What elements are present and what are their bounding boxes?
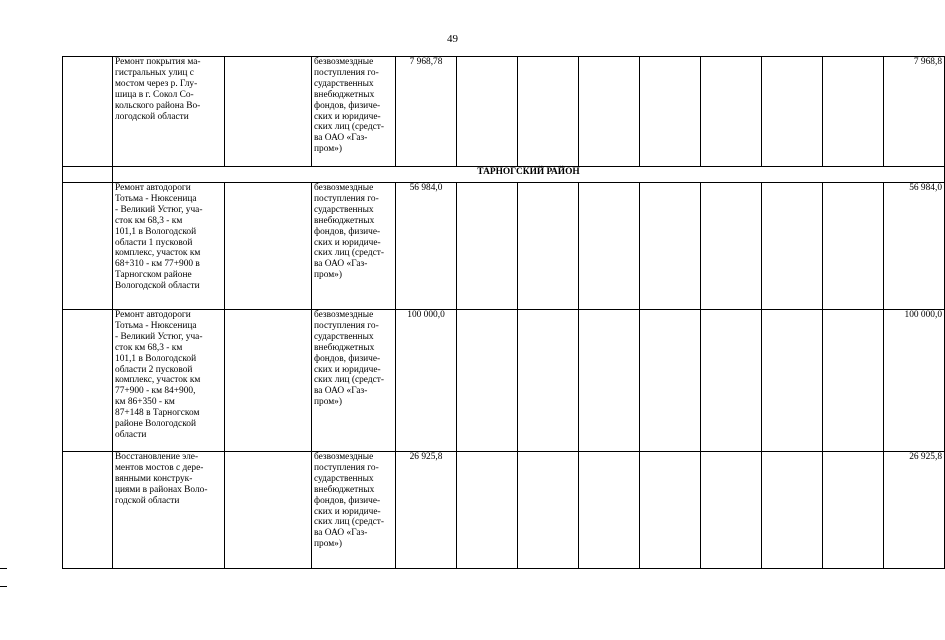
empty-cell bbox=[457, 57, 518, 167]
empty-cell bbox=[640, 452, 701, 569]
number-cell bbox=[63, 167, 113, 183]
total-cell: 56 984,0 bbox=[884, 183, 945, 310]
empty-cell bbox=[762, 57, 823, 167]
total-cell: 100 000,0 bbox=[884, 310, 945, 452]
region-heading-row bbox=[63, 167, 945, 183]
table-row bbox=[63, 452, 945, 569]
empty-cell bbox=[518, 310, 579, 452]
empty-cell bbox=[457, 310, 518, 452]
empty-cell bbox=[640, 57, 701, 167]
empty-cell bbox=[762, 310, 823, 452]
empty-cell bbox=[518, 183, 579, 310]
table-row bbox=[63, 183, 945, 310]
empty-cell bbox=[823, 452, 884, 569]
funding-source-cell: безвозмездные поступления го- сударственных внебюджетных фондов, физиче- ских и юридиче- ских лиц (средст- ва ОАО «Газ- пром») bbox=[312, 183, 396, 310]
amount-cell: 7 968,78 bbox=[396, 57, 457, 167]
empty-cell bbox=[701, 183, 762, 310]
number-cell bbox=[63, 452, 113, 569]
number-cell bbox=[63, 310, 113, 452]
empty-cell bbox=[579, 183, 640, 310]
empty-cell bbox=[518, 57, 579, 167]
empty-cell bbox=[579, 452, 640, 569]
amount-cell: 56 984,0 bbox=[396, 183, 457, 310]
page-number: 49 bbox=[447, 33, 458, 45]
empty-cell bbox=[823, 310, 884, 452]
empty-cell bbox=[579, 57, 640, 167]
margin-tick bbox=[0, 568, 7, 569]
amount-cell: 26 925,8 bbox=[396, 452, 457, 569]
total-cell: 7 968,8 bbox=[884, 57, 945, 167]
empty-cell bbox=[701, 310, 762, 452]
empty-cell bbox=[457, 183, 518, 310]
empty-cell bbox=[762, 183, 823, 310]
empty-cell bbox=[225, 183, 312, 310]
empty-cell bbox=[823, 183, 884, 310]
margin-tick bbox=[0, 586, 7, 587]
amount-cell: 100 000,0 bbox=[396, 310, 457, 452]
empty-cell bbox=[225, 310, 312, 452]
object-name-cell: Ремонт покрытия ма- гистральных улиц с мостом через р. Глу- шица в г. Сокол Со- кольского района Во- логодской области bbox=[113, 57, 225, 167]
empty-cell bbox=[701, 57, 762, 167]
empty-cell bbox=[701, 452, 762, 569]
number-cell bbox=[63, 183, 113, 310]
empty-cell bbox=[225, 57, 312, 167]
object-name-cell: Ремонт автодороги Тотьма - Нюксеница - Великий Устюг, уча- сток км 68,3 - км 101,1 в Вологодской области 2 пусковой комплекс, участок км 77+900 - км 84+900, км 86+350 - км 87+148 в Тарногском районе Вологодской области bbox=[113, 310, 225, 452]
empty-cell bbox=[823, 57, 884, 167]
empty-cell bbox=[457, 452, 518, 569]
object-name-cell: Восстановление эле- ментов мостов с дере- вянными конструк- циями в районах Воло- годской области bbox=[113, 452, 225, 569]
empty-cell bbox=[225, 452, 312, 569]
table-row bbox=[63, 57, 945, 167]
budget-table bbox=[62, 56, 945, 569]
funding-source-cell: безвозмездные поступления го- сударственных внебюджетных фондов, физиче- ских и юридиче- ских лиц (средст- ва ОАО «Газ- пром») bbox=[312, 310, 396, 452]
object-name-cell: Ремонт автодороги Тотьма - Нюксеница - Великий Устюг, уча- сток км 68,3 - км 101,1 в Вологодской области 1 пусковой комплекс, участок км 68+310 - км 77+900 в Тарногском районе Вологодской области bbox=[113, 183, 225, 310]
empty-cell bbox=[518, 452, 579, 569]
funding-source-cell: безвозмездные поступления го- сударственных внебюджетных фондов, физиче- ских и юридиче- ских лиц (средст- ва ОАО «Газ- пром») bbox=[312, 452, 396, 569]
number-cell bbox=[63, 57, 113, 167]
empty-cell bbox=[640, 183, 701, 310]
empty-cell bbox=[762, 452, 823, 569]
funding-source-cell: безвозмездные поступления го- сударственных внебюджетных фондов, физиче- ских и юридиче- ских лиц (средст- ва ОАО «Газ- пром») bbox=[312, 57, 396, 167]
total-cell: 26 925,8 bbox=[884, 452, 945, 569]
empty-cell bbox=[579, 310, 640, 452]
table-row bbox=[63, 310, 945, 452]
region-heading: ТАРНОГСКИЙ РАЙОН bbox=[113, 167, 945, 183]
empty-cell bbox=[640, 310, 701, 452]
